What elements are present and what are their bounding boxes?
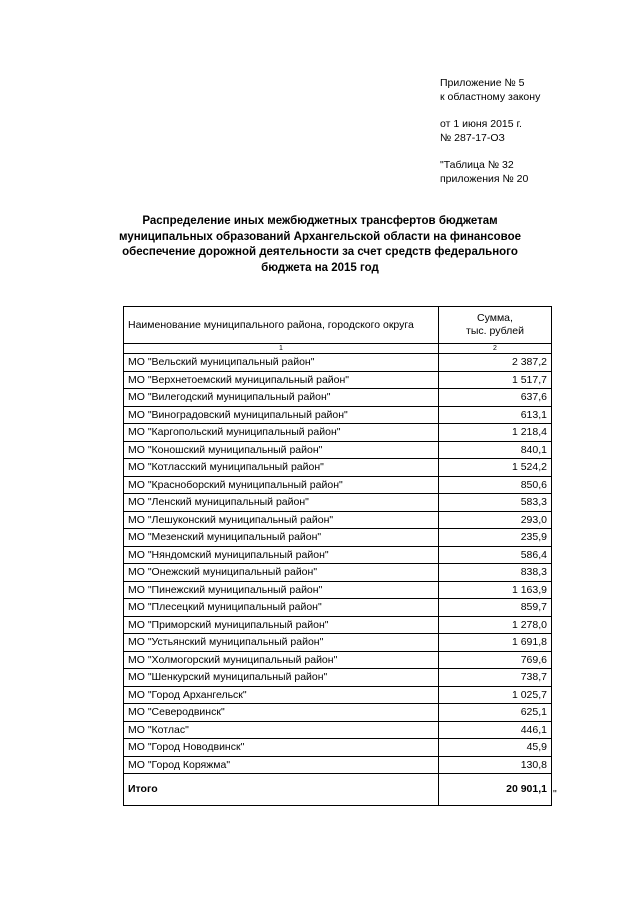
table-header-row bbox=[124, 307, 552, 344]
appendix-header bbox=[440, 76, 540, 186]
amount-value: 1 278,0 bbox=[439, 616, 552, 634]
municipality-name: МО "Город Новодвинск" bbox=[124, 739, 439, 757]
municipality-name: МО "Ленский муниципальный район" bbox=[124, 494, 439, 512]
municipality-name: МО "Няндомский муниципальный район" bbox=[124, 546, 439, 564]
municipality-name: МО "Пинежский муниципальный район" bbox=[124, 581, 439, 599]
table-row bbox=[124, 476, 552, 494]
table-row bbox=[124, 651, 552, 669]
column-index-2: 2 bbox=[439, 344, 552, 354]
amount-value: 1 163,9 bbox=[439, 581, 552, 599]
amount-value: 738,7 bbox=[439, 669, 552, 687]
amount-value: 45,9 bbox=[439, 739, 552, 757]
amount-value: 1 517,7 bbox=[439, 371, 552, 389]
table-row bbox=[124, 511, 552, 529]
amount-value: 838,3 bbox=[439, 564, 552, 582]
appendix-number: Приложение № 5 bbox=[440, 77, 525, 89]
column-index-1: 1 bbox=[124, 344, 439, 354]
municipality-name: МО "Онежский муниципальный район" bbox=[124, 564, 439, 582]
amount-value: 1 691,8 bbox=[439, 634, 552, 652]
table-row bbox=[124, 459, 552, 477]
table-appendix-ref: приложения № 20 bbox=[440, 173, 529, 185]
amount-value: 293,0 bbox=[439, 511, 552, 529]
municipality-name: МО "Верхнетоемский муниципальный район" bbox=[124, 371, 439, 389]
amount-value: 850,6 bbox=[439, 476, 552, 494]
municipality-name: МО "Холмогорский муниципальный район" bbox=[124, 651, 439, 669]
table-row bbox=[124, 441, 552, 459]
amount-value: 130,8 bbox=[439, 756, 552, 774]
table-row bbox=[124, 756, 552, 774]
table-row bbox=[124, 721, 552, 739]
law-date: от 1 июня 2015 г. bbox=[440, 118, 522, 130]
amount-value: 1 218,4 bbox=[439, 424, 552, 442]
amount-value: 769,6 bbox=[439, 651, 552, 669]
amount-value: 625,1 bbox=[439, 704, 552, 722]
municipality-name: МО "Плесецкий муниципальный район" bbox=[124, 599, 439, 617]
table-row bbox=[124, 704, 552, 722]
amount-value: 586,4 bbox=[439, 546, 552, 564]
municipality-name: МО "Приморский муниципальный район" bbox=[124, 616, 439, 634]
municipality-name: МО "Лешуконский муниципальный район" bbox=[124, 511, 439, 529]
table-row bbox=[124, 634, 552, 652]
amount-value: 1 025,7 bbox=[439, 686, 552, 704]
total-row bbox=[124, 774, 552, 806]
municipality-name: МО "Северодвинск" bbox=[124, 704, 439, 722]
table-row bbox=[124, 739, 552, 757]
amount-value: 859,7 bbox=[439, 599, 552, 617]
municipality-name: МО "Устьянский муниципальный район" bbox=[124, 634, 439, 652]
table-row bbox=[124, 581, 552, 599]
distribution-table bbox=[123, 306, 552, 806]
table-row bbox=[124, 564, 552, 582]
amount-value: 235,9 bbox=[439, 529, 552, 547]
column-header-sum bbox=[439, 307, 552, 344]
municipality-name: МО "Вилегодский муниципальный район" bbox=[124, 389, 439, 407]
municipality-name: МО "Котласский муниципальный район" bbox=[124, 459, 439, 477]
municipality-name: МО "Котлас" bbox=[124, 721, 439, 739]
table-row bbox=[124, 529, 552, 547]
amount-value: 1 524,2 bbox=[439, 459, 552, 477]
table-row bbox=[124, 406, 552, 424]
column-header-name: Наименование муниципального района, городского округа bbox=[124, 307, 439, 344]
table-row bbox=[124, 546, 552, 564]
column-index-row bbox=[124, 344, 552, 354]
amount-value: 613,1 bbox=[439, 406, 552, 424]
table-number: "Таблица № 32 bbox=[440, 159, 514, 171]
total-value: 20 901,1 bbox=[439, 774, 552, 806]
table-row bbox=[124, 616, 552, 634]
table-row bbox=[124, 424, 552, 442]
table-row bbox=[124, 494, 552, 512]
municipality-name: МО "Каргопольский муниципальный район" bbox=[124, 424, 439, 442]
municipality-name: МО "Виноградовский муниципальный район" bbox=[124, 406, 439, 424]
table-row bbox=[124, 669, 552, 687]
municipality-name: МО "Шенкурский муниципальный район" bbox=[124, 669, 439, 687]
municipality-name: МО "Красноборский муниципальный район" bbox=[124, 476, 439, 494]
amount-value: 583,3 bbox=[439, 494, 552, 512]
table-row bbox=[124, 371, 552, 389]
closing-quote: " bbox=[553, 788, 557, 800]
table-row bbox=[124, 354, 552, 372]
appendix-law-ref: к областному закону bbox=[440, 91, 541, 103]
column-header-sum-line1: Сумма, bbox=[477, 312, 513, 324]
amount-value: 840,1 bbox=[439, 441, 552, 459]
municipality-name: МО "Вельский муниципальный район" bbox=[124, 354, 439, 372]
municipality-name: МО "Город Коряжма" bbox=[124, 756, 439, 774]
table-row bbox=[124, 599, 552, 617]
municipality-name: МО "Коношский муниципальный район" bbox=[124, 441, 439, 459]
amount-value: 446,1 bbox=[439, 721, 552, 739]
table-row bbox=[124, 686, 552, 704]
amount-value: 2 387,2 bbox=[439, 354, 552, 372]
column-header-sum-line2: тыс. рублей bbox=[466, 325, 524, 337]
municipality-name: МО "Город Архангельск" bbox=[124, 686, 439, 704]
document-title: Распределение иных межбюджетных трансфертов бюджетам муниципальных образований Архангельской области на финансовое обеспечение дорожной деятельности за счет средств федерального бюджета на 2015 год bbox=[118, 215, 522, 274]
municipality-name: МО "Мезенский муниципальный район" bbox=[124, 529, 439, 547]
law-number: № 287-17-ОЗ bbox=[440, 132, 505, 144]
amount-value: 637,6 bbox=[439, 389, 552, 407]
total-label: Итого bbox=[124, 774, 439, 806]
table-row bbox=[124, 389, 552, 407]
